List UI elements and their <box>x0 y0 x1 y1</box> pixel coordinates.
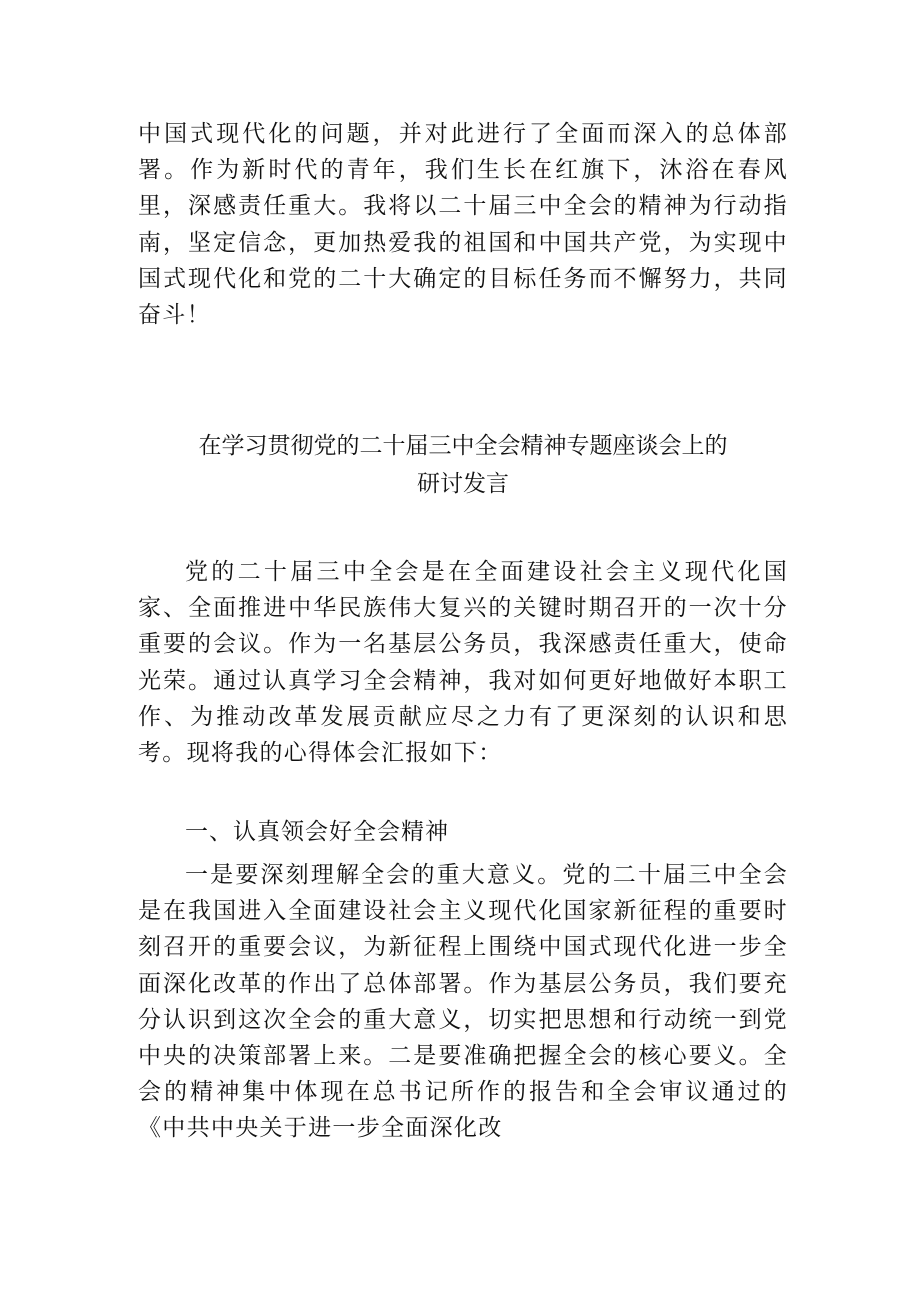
title-line-1: 在学习贯彻党的二十届三中全会精神专题座谈会上的 <box>198 433 728 459</box>
body-paragraph: 一是要深刻理解全会的重大意义。党的二十届三中全会是在我国进入全面建设社会主义现代化国家新征程的重要时刻召开的重要会议，为新征程上围绕中国式现代化进一步全面深化改革的作出了总体部署。作为基层公务员，我们要充分认识到这次全会的重大意义，切实把思想和行动统一到党中央的决策部署上来。二是要准确把握全会的核心要义。全会的精神集中体现在总书记所作的报告和全会审议通过的《中共中央关于进一步全面深化改 <box>138 862 788 1142</box>
title-line-2: 研讨发言 <box>417 471 509 497</box>
closing-paragraph: 中国式现代化的问题，并对此进行了全面而深入的总体部署。作为新时代的青年，我们生长在红旗下，沐浴在春风里，深感责任重大。我将以二十届三中全会的精神为行动指南，坚定信念，更加热爱我的祖国和中国共产党，为实现中国式现代化和党的二十大确定的目标任务而不懈努力，共同奋斗！ <box>138 121 788 329</box>
intro-paragraph: 党的二十届三中全会是在全面建设社会主义现代化国家、全面推进中华民族伟大复兴的关键时期召开的一次十分重要的会议。作为一名基层公务员，我深感责任重大，使命光荣。通过认真学习全会精神，我对如何更好地做好本职工作、为推动改革发展贡献应尽之力有了更深刻的认识和思考。现将我的心得体会汇报如下： <box>138 559 788 767</box>
section-heading-1: 一、认真领会好全会精神 <box>185 819 449 845</box>
speech-title <box>138 427 788 503</box>
